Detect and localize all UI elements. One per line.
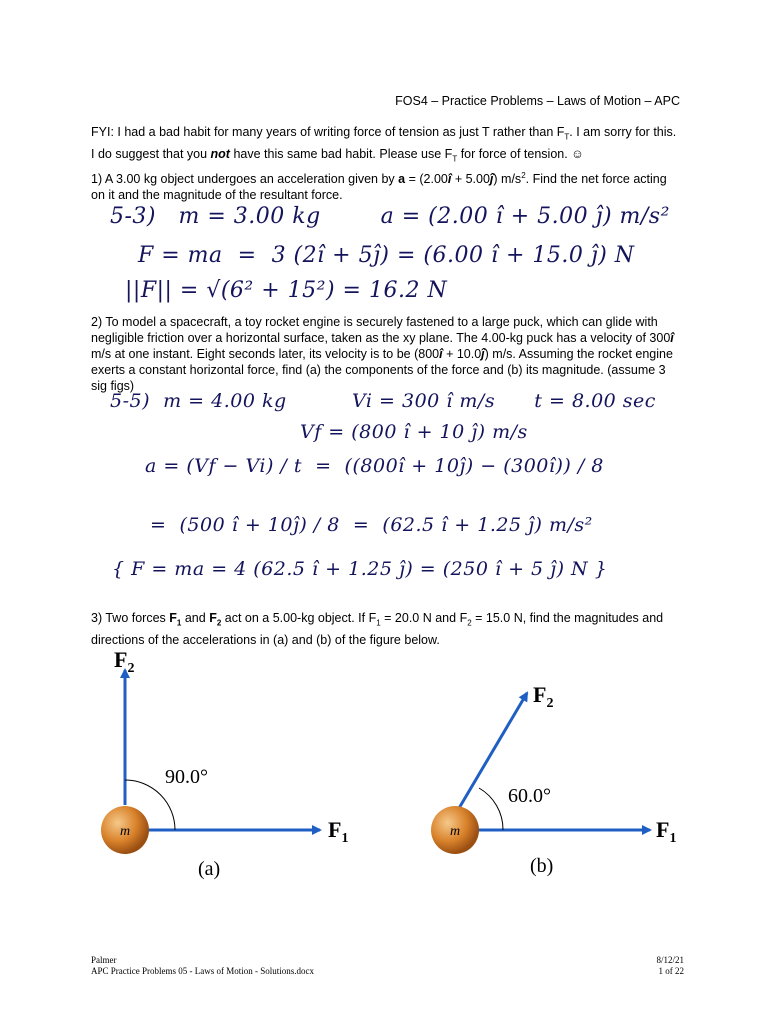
p2-text: ) m/s. Assuming the rocket engine exerts a constant horizontal force, find (a) the components of the force and (b) its magnitude. (assume 3 sig figs) [91,347,673,393]
p3-subscript: 2 [216,618,222,628]
p3-text: act on a 5.00-kg object. If F [221,611,377,625]
mass-label: m [449,824,461,839]
fyi-emphasis: not [210,146,230,161]
problem-3-text [91,610,681,648]
p3-text: 3) Two forces [91,611,170,625]
footer-right [656,955,684,977]
angle-label: 90.0° [165,766,208,788]
fyi-text: . I am sorry for this. I do suggest that you [91,125,677,161]
p1-text: = (2.00 [405,172,448,187]
force-figure [90,645,690,890]
label-f2: $F_2$ [533,682,554,711]
p1-unit-j: ĵ [489,172,494,187]
fyi-paragraph [91,124,681,167]
p2-unit-i: î [439,347,443,361]
problem-2-text [91,314,681,394]
label-f1: $F_1$ [328,817,349,846]
p1-text: 1) A 3.00 kg object undergoes an acceleration given by [91,172,399,187]
footer-author: Palmer [91,955,117,965]
p1-text: ) m/s [493,172,522,187]
handwritten-line: Vf = (800 î + 10 ĵ) m/s [300,421,528,443]
p2-text: + 10.0 [442,347,482,361]
p3-text: = 15.0 N, find the magnitudes and directions of the accelerations in (a) and (b) of the figure below. [91,611,664,647]
page-header: FOS4 – Practice Problems – Laws of Motion – APC [395,94,680,108]
p2-text: 2) To model a spacecraft, a toy rocket engine is securely fastened to a large puck, which can glide with negligible friction over a horizontal surface, taken as the xy plane. The 4.00-kg puck has a velocity of 300 [91,315,671,345]
p3-subscript: 1 [176,618,182,628]
p1-bold-a: a [398,172,406,187]
fyi-text: for force of tension. ☺ [457,146,584,161]
panel-caption: (b) [530,855,554,877]
fyi-subscript: T [564,132,570,142]
footer-page-number: 1 of 22 [658,966,684,976]
p1-text: . Find the net force acting on it and the magnitude of the resultant force. [91,172,667,203]
footer-left [91,955,314,977]
p1-text: + 5.00 [451,172,490,187]
footer-filename: APC Practice Problems 05 - Laws of Motion - Solutions.docx [91,966,314,976]
handwritten-line: ||F|| = √(6² + 15²) = 16.2 N [125,278,448,303]
p2-text: m/s at one instant. Eight seconds later, its velocity is to be (800 [91,347,440,361]
label-f1: $F_1$ [656,817,677,846]
mass-label: m [119,824,131,839]
p3-force-f1: F [169,611,177,625]
angle-arc [479,788,503,830]
panel-caption: (a) [198,858,221,880]
p2-unit-j: ĵ [481,347,485,361]
handwritten-line: a = (Vf − Vi) / t = ((800î + 10ĵ) − (300î)) / 8 [145,455,604,477]
fyi-subscript: T [452,154,458,163]
p2-unit-i: î [670,331,674,345]
handwritten-line: = (500 î + 10ĵ) / 8 = (62.5 î + 1.25 ĵ) m/s² [150,514,593,536]
fyi-text: have this same bad habit. Please use F [229,146,453,161]
handwritten-line: F = ma = 3 (2î + 5ĵ) = (6.00 î + 15.0 ĵ) N [138,243,635,268]
p3-force-f2: F [209,611,217,625]
p3-text: and [181,611,210,625]
label-f2: $F_2$ [114,647,135,676]
p1-superscript: 2 [521,171,526,180]
handwritten-line: 5-5) m = 4.00 kg Vi = 300 î m/s t = 8.00 sec [110,390,656,412]
p3-text: = 20.0 N and F [380,611,468,625]
angle-label: 60.0° [508,785,551,807]
p3-subscript: 2 [467,618,472,628]
p1-unit-i: î [447,172,452,187]
fyi-text: FYI: I had a bad habit for many years of writing force of tension as just T rather than F [91,125,565,139]
p3-subscript: 1 [376,618,381,628]
handwritten-line: 5-3) m = 3.00 kg a = (2.00 î + 5.00 ĵ) m/s² [110,204,670,229]
problem-1-text [91,168,681,203]
handwritten-line: { F = ma = 4 (62.5 î + 1.25 ĵ) = (250 î + 5 ĵ) N } [112,558,608,580]
figure-panel-a [101,647,348,880]
figure-panel-b [431,682,676,877]
footer-date: 8/12/21 [656,955,684,965]
